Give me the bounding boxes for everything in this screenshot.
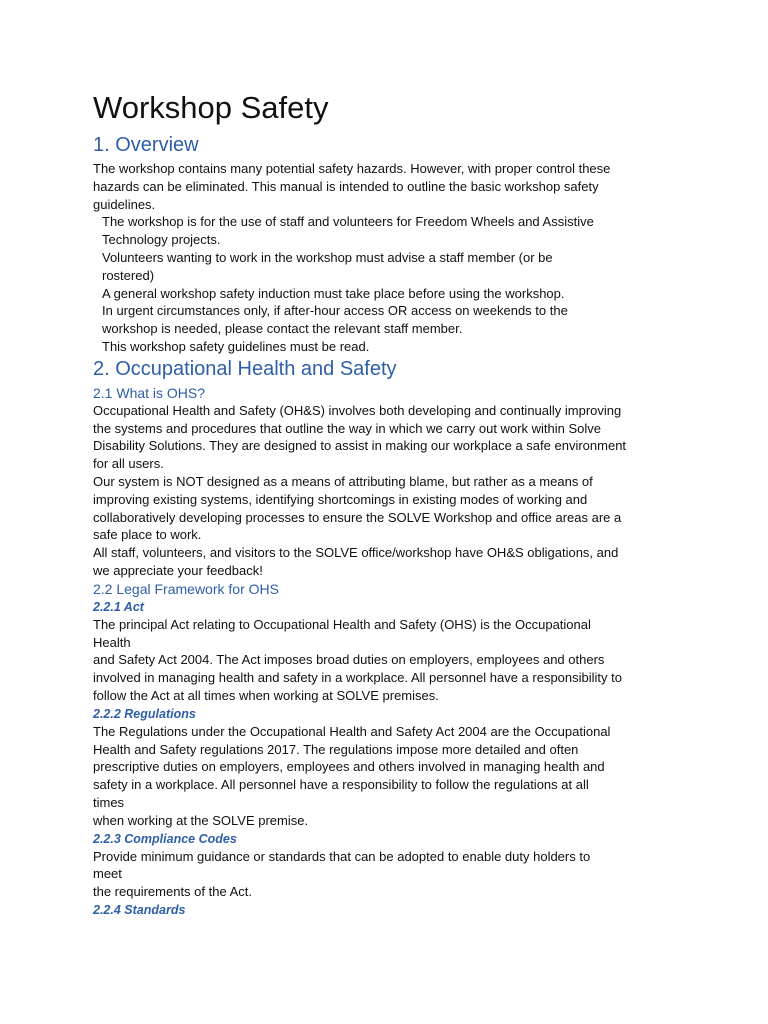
overview-paragraph: In urgent circumstances only, if after-hour access OR access on weekends to the workshop is needed, please contact the relevant staff member.: [102, 303, 568, 337]
regulations-heading: 2.2.2 Regulations: [93, 706, 196, 721]
regulations-paragraph: The Regulations under the Occupational Health and Safety Act 2004 are the Occupational Health and Safety regulations 2017. The regulations impose more detailed and often prescriptive duties on employers, employees and others involved in managing health and safety in a workplace. All personnel have a responsibility to follow the regulations at all times when working at the SOLVE premise.: [93, 723, 611, 828]
overview-paragraph: Volunteers wanting to work in the workshop must advise a staff member (or be rostered): [102, 249, 553, 283]
act-paragraph: The principal Act relating to Occupational Health and Safety (OHS) is the Occupational Health and Safety Act 2004. The Act imposes broad duties on employers, employees and others involved in managing health and safety in a workplace. All personnel have a responsibility to follow the Act at all times when working at SOLVE premises.: [93, 616, 622, 703]
ohs-paragraph: All staff, volunteers, and visitors to the SOLVE office/workshop have OH&S obligations, and we appreciate your feedback!: [93, 545, 619, 578]
section-overview-heading: 1. Overview: [93, 134, 199, 156]
compliance-codes-paragraph: Provide minimum guidance or standards that can be adopted to enable duty holders to meet the requirements of the Act.: [93, 848, 591, 900]
act-heading: 2.2.1 Act: [93, 599, 144, 614]
subsection-legal-framework-heading: 2.2 Legal Framework for OHS: [93, 580, 279, 597]
ohs-paragraph: Occupational Health and Safety (OH&S) involves both developing and continually improving the systems and procedures that outline the way in which we carry out work within Solve Disability Solutions. They are designed to assist in making our workplace a safe environment for all users.: [93, 402, 627, 472]
standards-heading: 2.2.4 Standards: [93, 902, 186, 917]
overview-paragraph: The workshop contains many potential safety hazards. However, with proper control these hazards can be eliminated. This manual is intended to outline the basic workshop safety guidelines.: [93, 161, 611, 212]
overview-paragraph: A general workshop safety induction must take place before using the workshop.: [102, 285, 565, 301]
subsection-what-is-ohs-heading: 2.1 What is OHS?: [93, 384, 206, 401]
document-title: Workshop Safety: [93, 90, 329, 125]
section-ohs-heading: 2. Occupational Health and Safety: [93, 357, 397, 380]
compliance-codes-heading: 2.2.3 Compliance Codes: [93, 831, 237, 846]
overview-paragraph: The workshop is for the use of staff and volunteers for Freedom Wheels and Assistive Technology projects.: [102, 214, 594, 248]
overview-paragraph: This workshop safety guidelines must be read.: [102, 338, 370, 354]
ohs-paragraph: Our system is NOT designed as a means of attributing blame, but rather as a means of improving existing systems, identifying shortcomings in existing modes of working and collaboratively developing processes to ensure the SOLVE Workshop and office areas are a safe place to work.: [93, 473, 622, 543]
